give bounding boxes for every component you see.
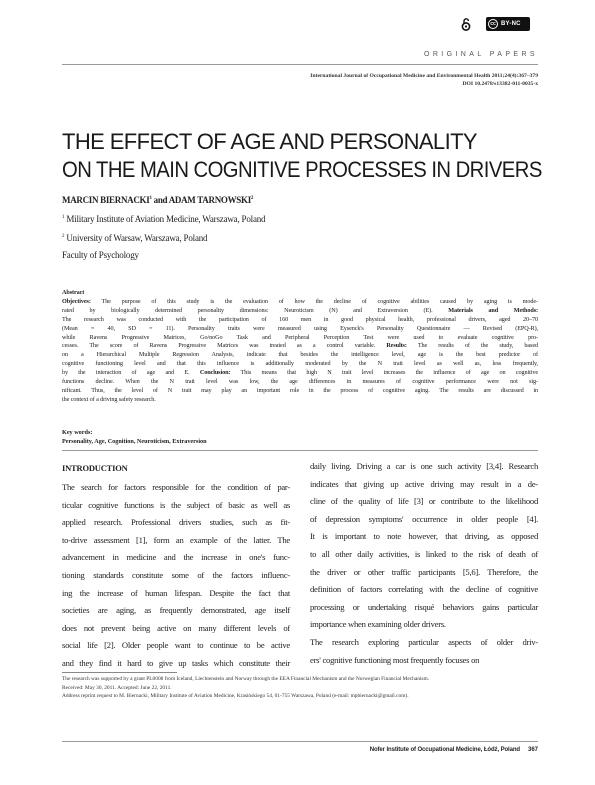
body-line: ing the increase of human lifespan. Despite the fact that xyxy=(62,587,290,598)
abstract-line: cesses. The score of Ravens Progressive Matrices was treated as a control variable. Results: The results of the study, based xyxy=(62,342,538,350)
keywords-heading: Key words: xyxy=(62,429,93,436)
abstract-line: on a Hierarchical Multiple Regression Analysis, indicate that besides the intelligence level, age is the best predictor of xyxy=(62,351,538,359)
intro-right-column xyxy=(310,458,538,669)
abstract-heading: Abstract xyxy=(62,289,85,296)
footnote: The research was supported by a grant PL0008 from Iceland, Liechtenstein and Norway through the EEA Financial Mechanism and the Norwegian Financial Mechanism. xyxy=(62,676,430,682)
footnote-rule xyxy=(62,672,177,673)
affiliation: $^1$ Military Institute of Aviation Medicine, Warszawa, Poland xyxy=(62,214,266,224)
footer-rule xyxy=(62,741,538,742)
abstract-line: by the interaction of age and E. Conclusion: This means that high N trait level increases the influence of age on cognitive xyxy=(62,369,538,377)
paper-title xyxy=(62,128,542,184)
body-line: ticular cognitive functions is the subject of basic as well as xyxy=(62,499,290,510)
author-name: ADAM TARNOWSKI xyxy=(168,195,251,205)
abstract-line: cognitive functioning level and that this influence is additionally moderated by the N trait level as well as, less frequently, xyxy=(62,360,538,368)
body-line: does not prevent being active on many different levels of xyxy=(62,622,290,633)
body-line: to-drive assessment [1], form an example of the latter. The xyxy=(62,534,290,545)
open-access-icon xyxy=(461,17,471,31)
affiliation: Faculty of Psychology xyxy=(62,250,139,260)
section-divider xyxy=(62,450,538,451)
title-line: THE EFFECT OF AGE AND PERSONALITY xyxy=(62,129,477,154)
footnote: Address reprint request to M. Biernacki, Military Institute of Aviation Medicine, Krasińskiego 54, 01-755 Warszawa, Poland (e-mail: mpbiernacki@gmail.com). xyxy=(62,693,409,700)
body-line: importance when examining older drivers. xyxy=(310,619,446,630)
body-line: cline of the quality of life [3] or contribute to the likelihood xyxy=(310,496,538,507)
abstract-line: while Ravens Progressive Matrices, Go/noGo Task and Peripheral Perception Test were used to evaluate cognitive pro- xyxy=(62,333,538,341)
body-line: The search for factors responsible for the condition of par- xyxy=(62,482,290,492)
footnotes xyxy=(62,675,538,701)
body-line: daily living. Driving a car is one such activity [3,4]. Research xyxy=(310,461,538,471)
abstract-line: nificant. Thus, the level of N trait may play an important role in the process of cognitive aging. The results are discussed in xyxy=(62,386,538,394)
page-number: 367 xyxy=(527,747,538,753)
title-line: ON THE MAIN COGNITIVE PROCESSES IN DRIVERS xyxy=(62,157,542,182)
body-line: advancement in medicine and the increase in one's func- xyxy=(62,552,290,563)
affiliation: $^2$ University of Warsaw, Warszawa, Poland xyxy=(62,233,208,243)
abstract-line: rated by biologically determined personality dimensions: Neuroticism (N) and Extraversion (E). Materials and Methods: xyxy=(62,306,539,314)
doi: DOI 10.2478/s13382-011-0035-x xyxy=(462,81,538,87)
body-line: The research exploring particular aspects of older driv- xyxy=(310,636,538,647)
body-line: ers' cognitive functioning most frequently focuses on xyxy=(310,654,480,665)
body-line: indicates that giving up active driving may result in a de- xyxy=(310,478,538,489)
keywords-text: Personality, Age, Cognition, Neuroticism, Extraversion xyxy=(62,437,207,445)
body-line: social life [2]. Older people want to continue to be active xyxy=(62,640,290,651)
header-rule xyxy=(62,64,538,65)
intro-left-column xyxy=(62,479,290,673)
abstract-line: Objectives: The purpose of this study is the evaluation of how the decline of cognitive abilities caused by aging is mode- xyxy=(62,297,538,305)
section-label: ORIGINAL PAPERS xyxy=(423,51,538,58)
intro-heading: INTRODUCTION xyxy=(62,463,128,473)
abstract-line: the context of a driving safety research. xyxy=(62,395,156,403)
abstract-line: The research was conducted with the participation of 160 men in good physical health, professional drivers, aged 20–70 xyxy=(62,315,538,323)
authors: MARCIN BIERNACKI$^1$ and ADAM TARNOWSKI$^2$ xyxy=(62,195,254,205)
body-line: of depression symptoms' occurrence in older people [4]. xyxy=(310,513,538,524)
body-line: applied research. Professional drivers studies, such as fit- xyxy=(62,517,290,528)
body-line: societies are aging, as frequently demonstrated, age itself xyxy=(62,605,290,616)
abstract xyxy=(62,289,538,405)
body-line: tioning standards constitute some of the factors influenc- xyxy=(62,569,290,580)
body-line: definition of factors correlating with the decline of cognitive xyxy=(310,584,538,595)
body-line: and they find it hard to give up tasks which constitute their xyxy=(62,657,290,668)
license-label: BY-NC xyxy=(501,21,521,27)
abstract-line: functions decline. When the N trait level was low, the age differences in measures of cognitive performance were not sig- xyxy=(62,378,538,386)
body-line: processing or undertaking risqué behaviors gains particular xyxy=(310,601,538,612)
license-badge xyxy=(486,17,530,31)
footer-publisher: Nofer Institute of Occupational Medicine, Łódź, Poland xyxy=(369,747,520,753)
author-name: MARCIN BIERNACKI xyxy=(62,195,150,205)
keywords xyxy=(62,429,207,447)
cc-icon: cc xyxy=(488,19,498,29)
abstract-line: (Mean = 40, SD = 11). Personality traits were measured using Eysenck's Personality Questionnaire — Revised (EPQ-R), xyxy=(62,324,538,332)
body-line: the driver or other traffic participants [5,6]. Therefore, the xyxy=(310,566,538,577)
body-line: It is important to note however, that driving, as opposed xyxy=(310,531,538,542)
footnote: Received: May 30, 2011. Accepted: June 22, 2011. xyxy=(62,684,172,691)
body-line: to all other daily activities, is linked to the risk of death of xyxy=(310,548,538,559)
journal-citation: International Journal of Occupational Medicine and Environmental Health 2011;24(4):367–379 xyxy=(310,73,538,79)
